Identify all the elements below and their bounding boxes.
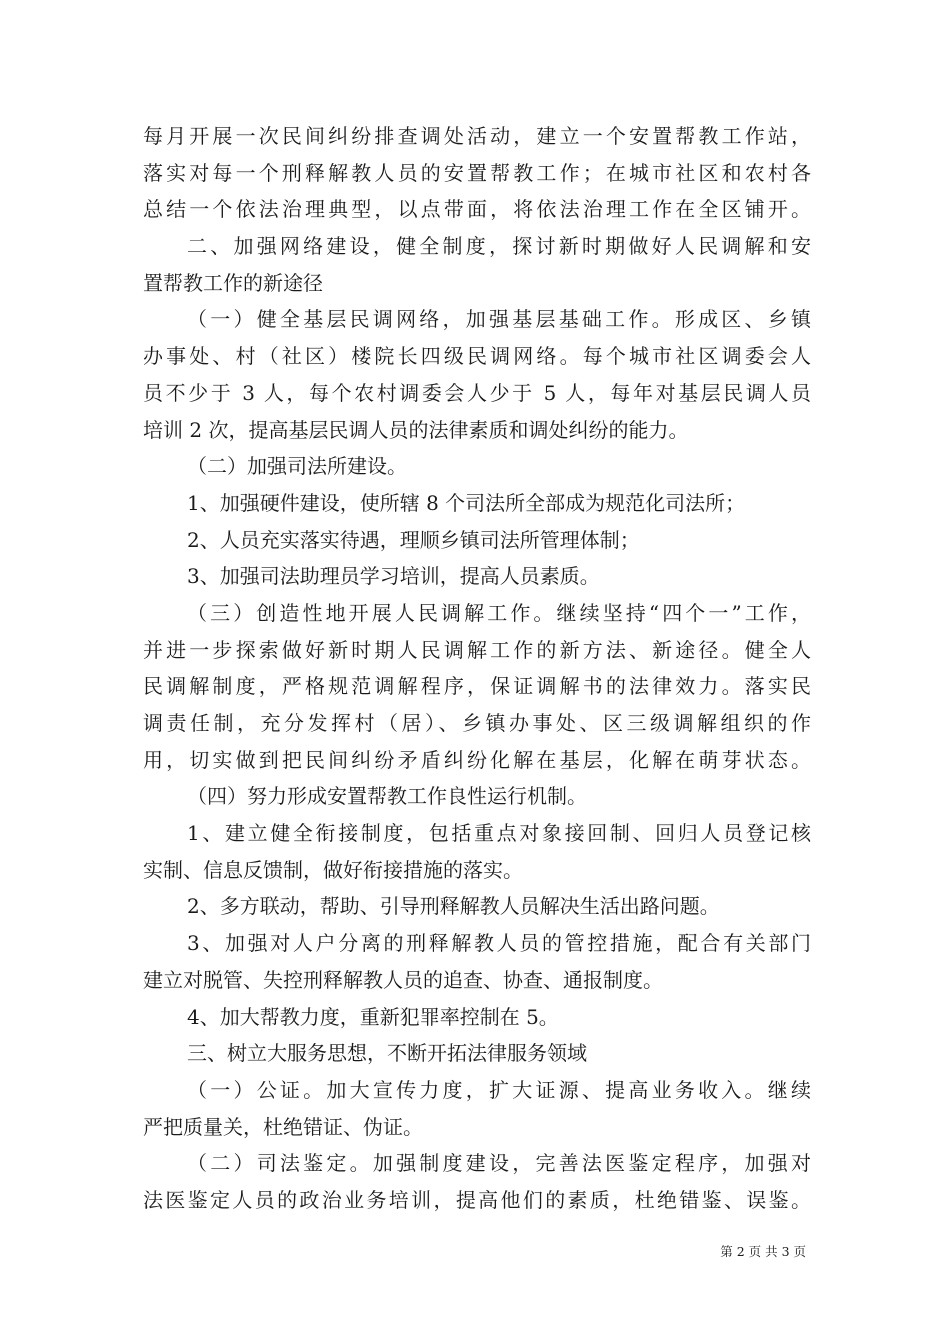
page-number-footer: [0, 1244, 806, 1260]
text-line: （四）努力形成安置帮教工作良性运行机制。: [187, 784, 587, 809]
text-line: 民调解制度，严格规范调解程序，保证调解书的法律效力。落实民: [143, 674, 811, 699]
text-line: 二、加强网络建设，健全制度，探讨新时期做好人民调解和安: [187, 234, 811, 259]
text-line: 法医鉴定人员的政治业务培训，提高他们的素质，杜绝错鉴、误鉴。: [143, 1187, 811, 1212]
text-line: 2、多方联动，帮助、引导刑释解教人员解决生活出路问题。: [187, 894, 720, 919]
text-line: 办事处、村（社区）楼院长四级民调网络。每个城市社区调委会人: [143, 344, 811, 369]
text-line: 每月开展一次民间纠纷排查调处活动，建立一个安置帮教工作站，: [143, 124, 811, 148]
document-body: [143, 118, 811, 1219]
text-line: 严把质量关，杜绝错证、伪证。: [143, 1114, 423, 1139]
text-line: 培训 2 次，提高基层民调人员的法律素质和调处纠纷的能力。: [143, 417, 689, 442]
text-line: 调责任制，充分发挥村（居）、乡镇办事处、区三级调解组织的作: [143, 711, 811, 735]
text-line: 三、树立大服务思想，不断开拓法律服务领域: [187, 1041, 587, 1066]
text-line: 落实对每一个刑释解教人员的安置帮教工作；在城市社区和农村各: [143, 160, 811, 185]
text-line: 并进一步探索做好新时期人民调解工作的新方法、新途径。健全人: [143, 637, 811, 662]
text-line: 1、建立健全衔接制度，包括重点对象接回制、回归人员登记核: [187, 821, 811, 846]
text-line: 3、加强对人户分离的刑释解教人员的管控措施，配合有关部门: [187, 931, 811, 956]
text-line: 总结一个依法治理典型，以点带面，将依法治理工作在全区铺开。: [143, 197, 811, 222]
page-number-label: 第 2 页 共 3 页: [720, 1244, 806, 1259]
text-line: （一）健全基层民调网络，加强基层基础工作。形成区、乡镇: [187, 307, 811, 332]
text-line: （一）公证。加大宣传力度，扩大证源、提高业务收入。继续: [187, 1077, 811, 1102]
text-line: 置帮教工作的新途径: [143, 270, 323, 295]
text-line: 1、加强硬件建设，使所辖 8 个司法所全部成为规范化司法所；: [187, 490, 746, 515]
text-line: 4、加大帮教力度，重新犯罪率控制在 5。: [187, 1004, 559, 1029]
text-line: 用，切实做到把民间纠纷矛盾纠纷化解在基层，化解在萌芽状态。: [143, 747, 811, 772]
text-line: 2、人员充实落实待遇，理顺乡镇司法所管理体制；: [187, 527, 640, 552]
text-line: （二）司法鉴定。加强制度建设，完善法医鉴定程序，加强对: [187, 1151, 811, 1176]
text-line: 员不少于 3 人，每个农村调委会人少于 5 人，每年对基层民调人员: [143, 380, 811, 405]
text-line: （二）加强司法所建设。: [187, 454, 407, 479]
text-line: 实制、信息反馈制，做好衔接措施的落实。: [143, 857, 523, 882]
text-line: （三）创造性地开展人民调解工作。继续坚持“四个一”工作，: [187, 600, 811, 625]
text-line: 3、加强司法助理员学习培训，提高人员素质。: [187, 564, 600, 589]
text-line: 建立对脱管、失控刑释解教人员的追查、协查、通报制度。: [143, 967, 663, 992]
